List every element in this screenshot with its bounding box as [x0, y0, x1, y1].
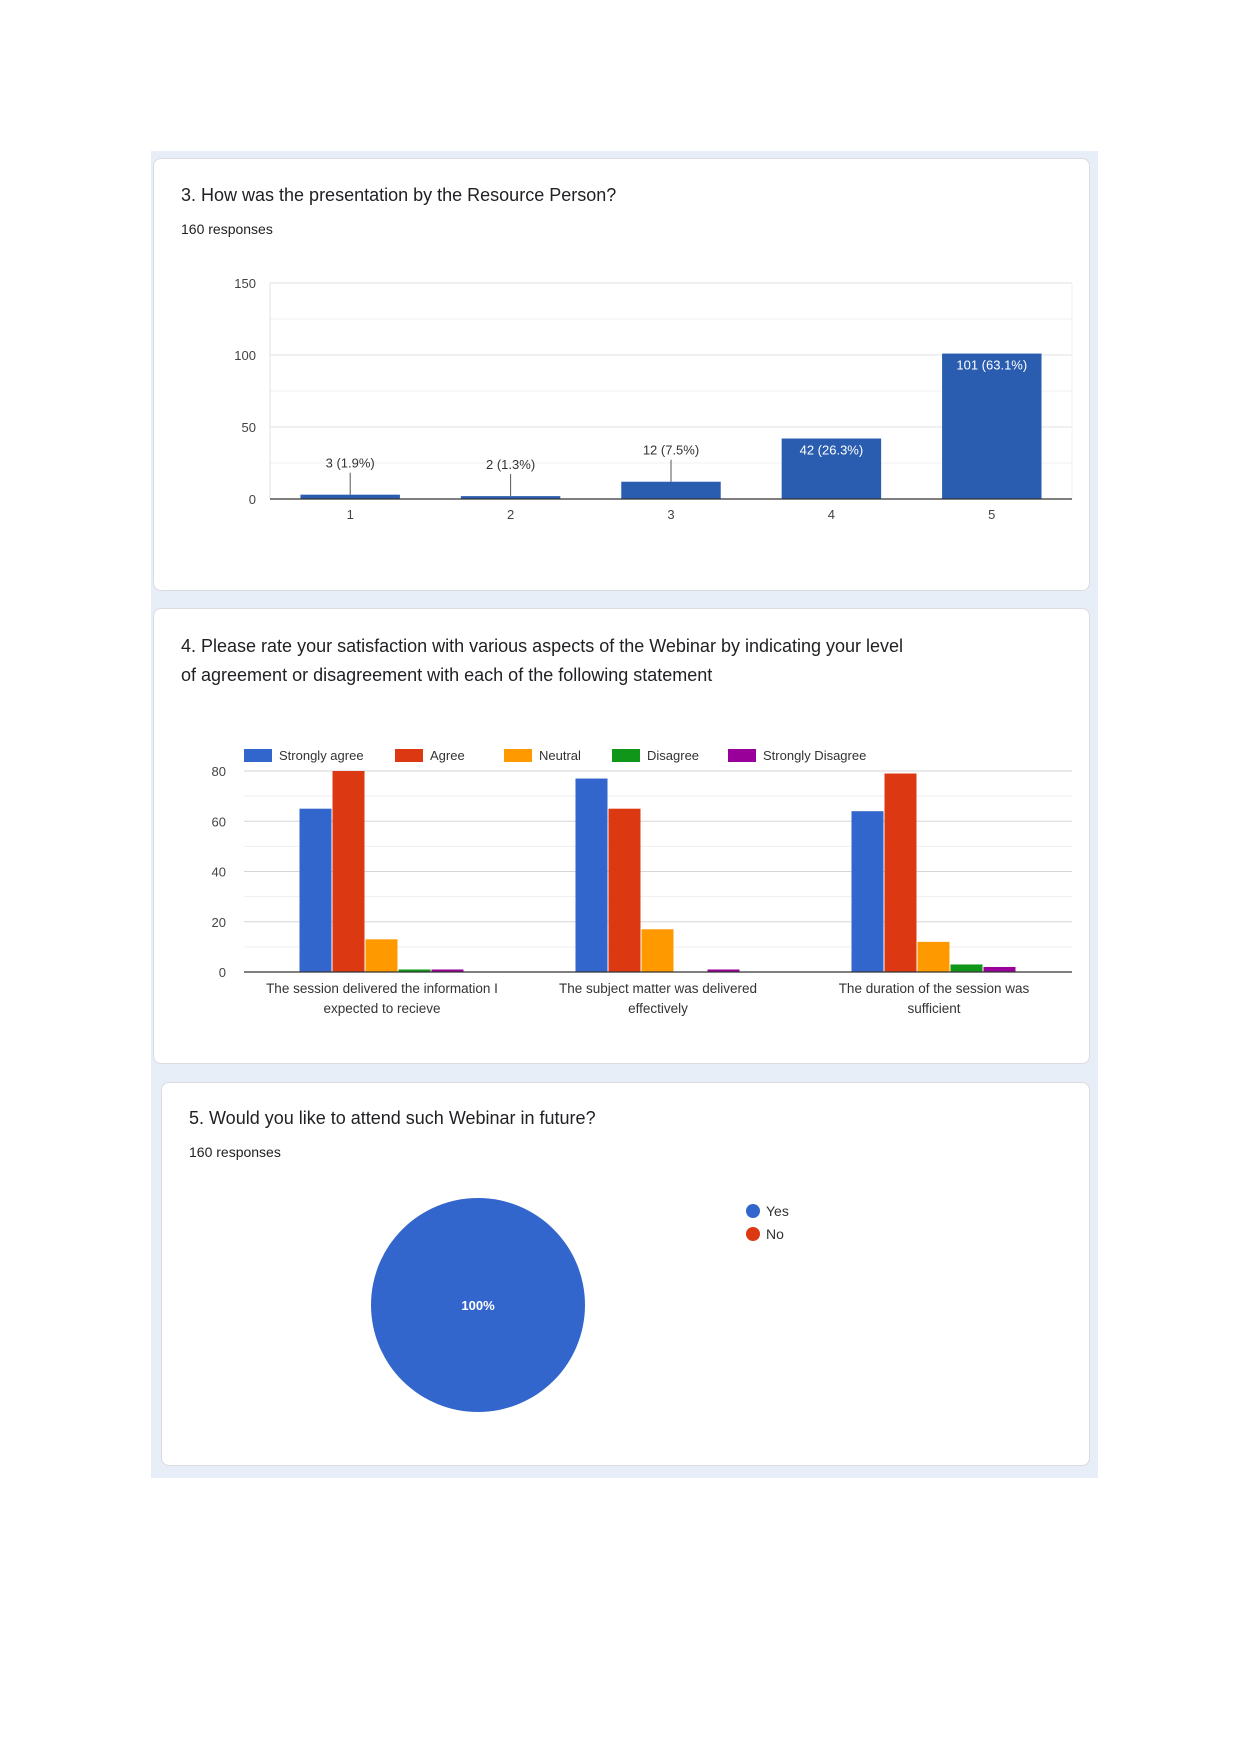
bar	[951, 964, 983, 972]
bar	[333, 771, 365, 972]
bar	[918, 942, 950, 972]
bar-data-label: 12 (7.5%)	[642, 442, 700, 458]
x-category-label: The session delivered the information I	[266, 981, 498, 996]
x-tick-label: 1	[346, 507, 354, 522]
legend-label: Yes	[766, 1203, 789, 1219]
question-3-response-count: 160 responses	[181, 221, 273, 237]
legend-label: Neutral	[539, 748, 581, 763]
question-5-title: 5. Would you like to attend such Webinar in future?	[189, 1108, 596, 1128]
legend-swatch	[395, 749, 423, 762]
pie-slice-label: 100%	[461, 1298, 495, 1313]
question-4-title-line-2: of agreement or disagreement with each of the following statement	[181, 665, 713, 685]
x-tick-label: 4	[827, 507, 836, 522]
x-category-label: expected to recieve	[323, 1001, 441, 1016]
bar	[609, 809, 641, 972]
question-5-response-count: 160 responses	[189, 1144, 281, 1160]
legend-dot	[746, 1204, 760, 1218]
question-3-title: 3. How was the presentation by the Resource Person?	[181, 185, 617, 205]
y-tick-label: 40	[211, 864, 226, 880]
bar	[984, 967, 1016, 972]
y-tick-label: 50	[241, 420, 256, 435]
legend-label: Agree	[430, 748, 465, 763]
question-4-grouped-bar-chart	[154, 609, 1091, 1065]
legend-swatch	[728, 749, 756, 762]
question-3-bar-chart	[154, 159, 1091, 592]
bar	[366, 939, 398, 972]
x-category-label: effectively	[628, 1001, 688, 1016]
y-tick-label: 60	[211, 814, 226, 830]
question-4-title-line-1: 4. Please rate your satisfaction with various aspects of the Webinar by indicating your level	[181, 636, 904, 656]
legend-label: Disagree	[647, 748, 700, 763]
x-tick-label: 2	[506, 507, 515, 522]
bar	[300, 809, 332, 972]
y-tick-label: 100	[234, 348, 256, 363]
legend-swatch	[244, 749, 272, 762]
y-tick-label: 20	[211, 914, 226, 930]
legend-swatch	[504, 749, 532, 762]
legend-label: No	[766, 1226, 784, 1242]
question-5-card	[161, 1082, 1090, 1466]
y-tick-label: 80	[211, 764, 226, 779]
bar	[621, 482, 720, 499]
bar-data-label: 2 (1.3%)	[486, 457, 536, 473]
bar	[642, 929, 674, 972]
bar-data-label: 42 (26.3%)	[799, 442, 864, 458]
bar	[942, 354, 1041, 499]
bar-data-label: 101 (63.1%)	[956, 357, 1028, 373]
question-3-card	[153, 158, 1090, 591]
y-tick-label: 150	[234, 276, 256, 291]
bar	[300, 495, 399, 499]
legend-dot	[746, 1227, 760, 1241]
bar	[852, 811, 884, 972]
x-category-label: sufficient	[907, 1001, 961, 1016]
x-category-label: The duration of the session was	[838, 981, 1030, 996]
y-tick-label: 0	[218, 965, 226, 980]
legend-label: Strongly Disagree	[763, 748, 867, 763]
legend-swatch	[612, 749, 640, 762]
question-5-pie-chart	[162, 1083, 1091, 1467]
y-tick-label: 0	[248, 492, 256, 507]
x-category-label: The subject matter was delivered	[558, 981, 758, 996]
x-tick-label: 3	[667, 507, 675, 522]
legend-label: Strongly agree	[279, 748, 364, 763]
bar	[576, 779, 608, 972]
question-4-card	[153, 608, 1090, 1064]
x-tick-label: 5	[988, 507, 996, 522]
bar-data-label: 3 (1.9%)	[325, 455, 375, 471]
bar	[885, 774, 917, 972]
